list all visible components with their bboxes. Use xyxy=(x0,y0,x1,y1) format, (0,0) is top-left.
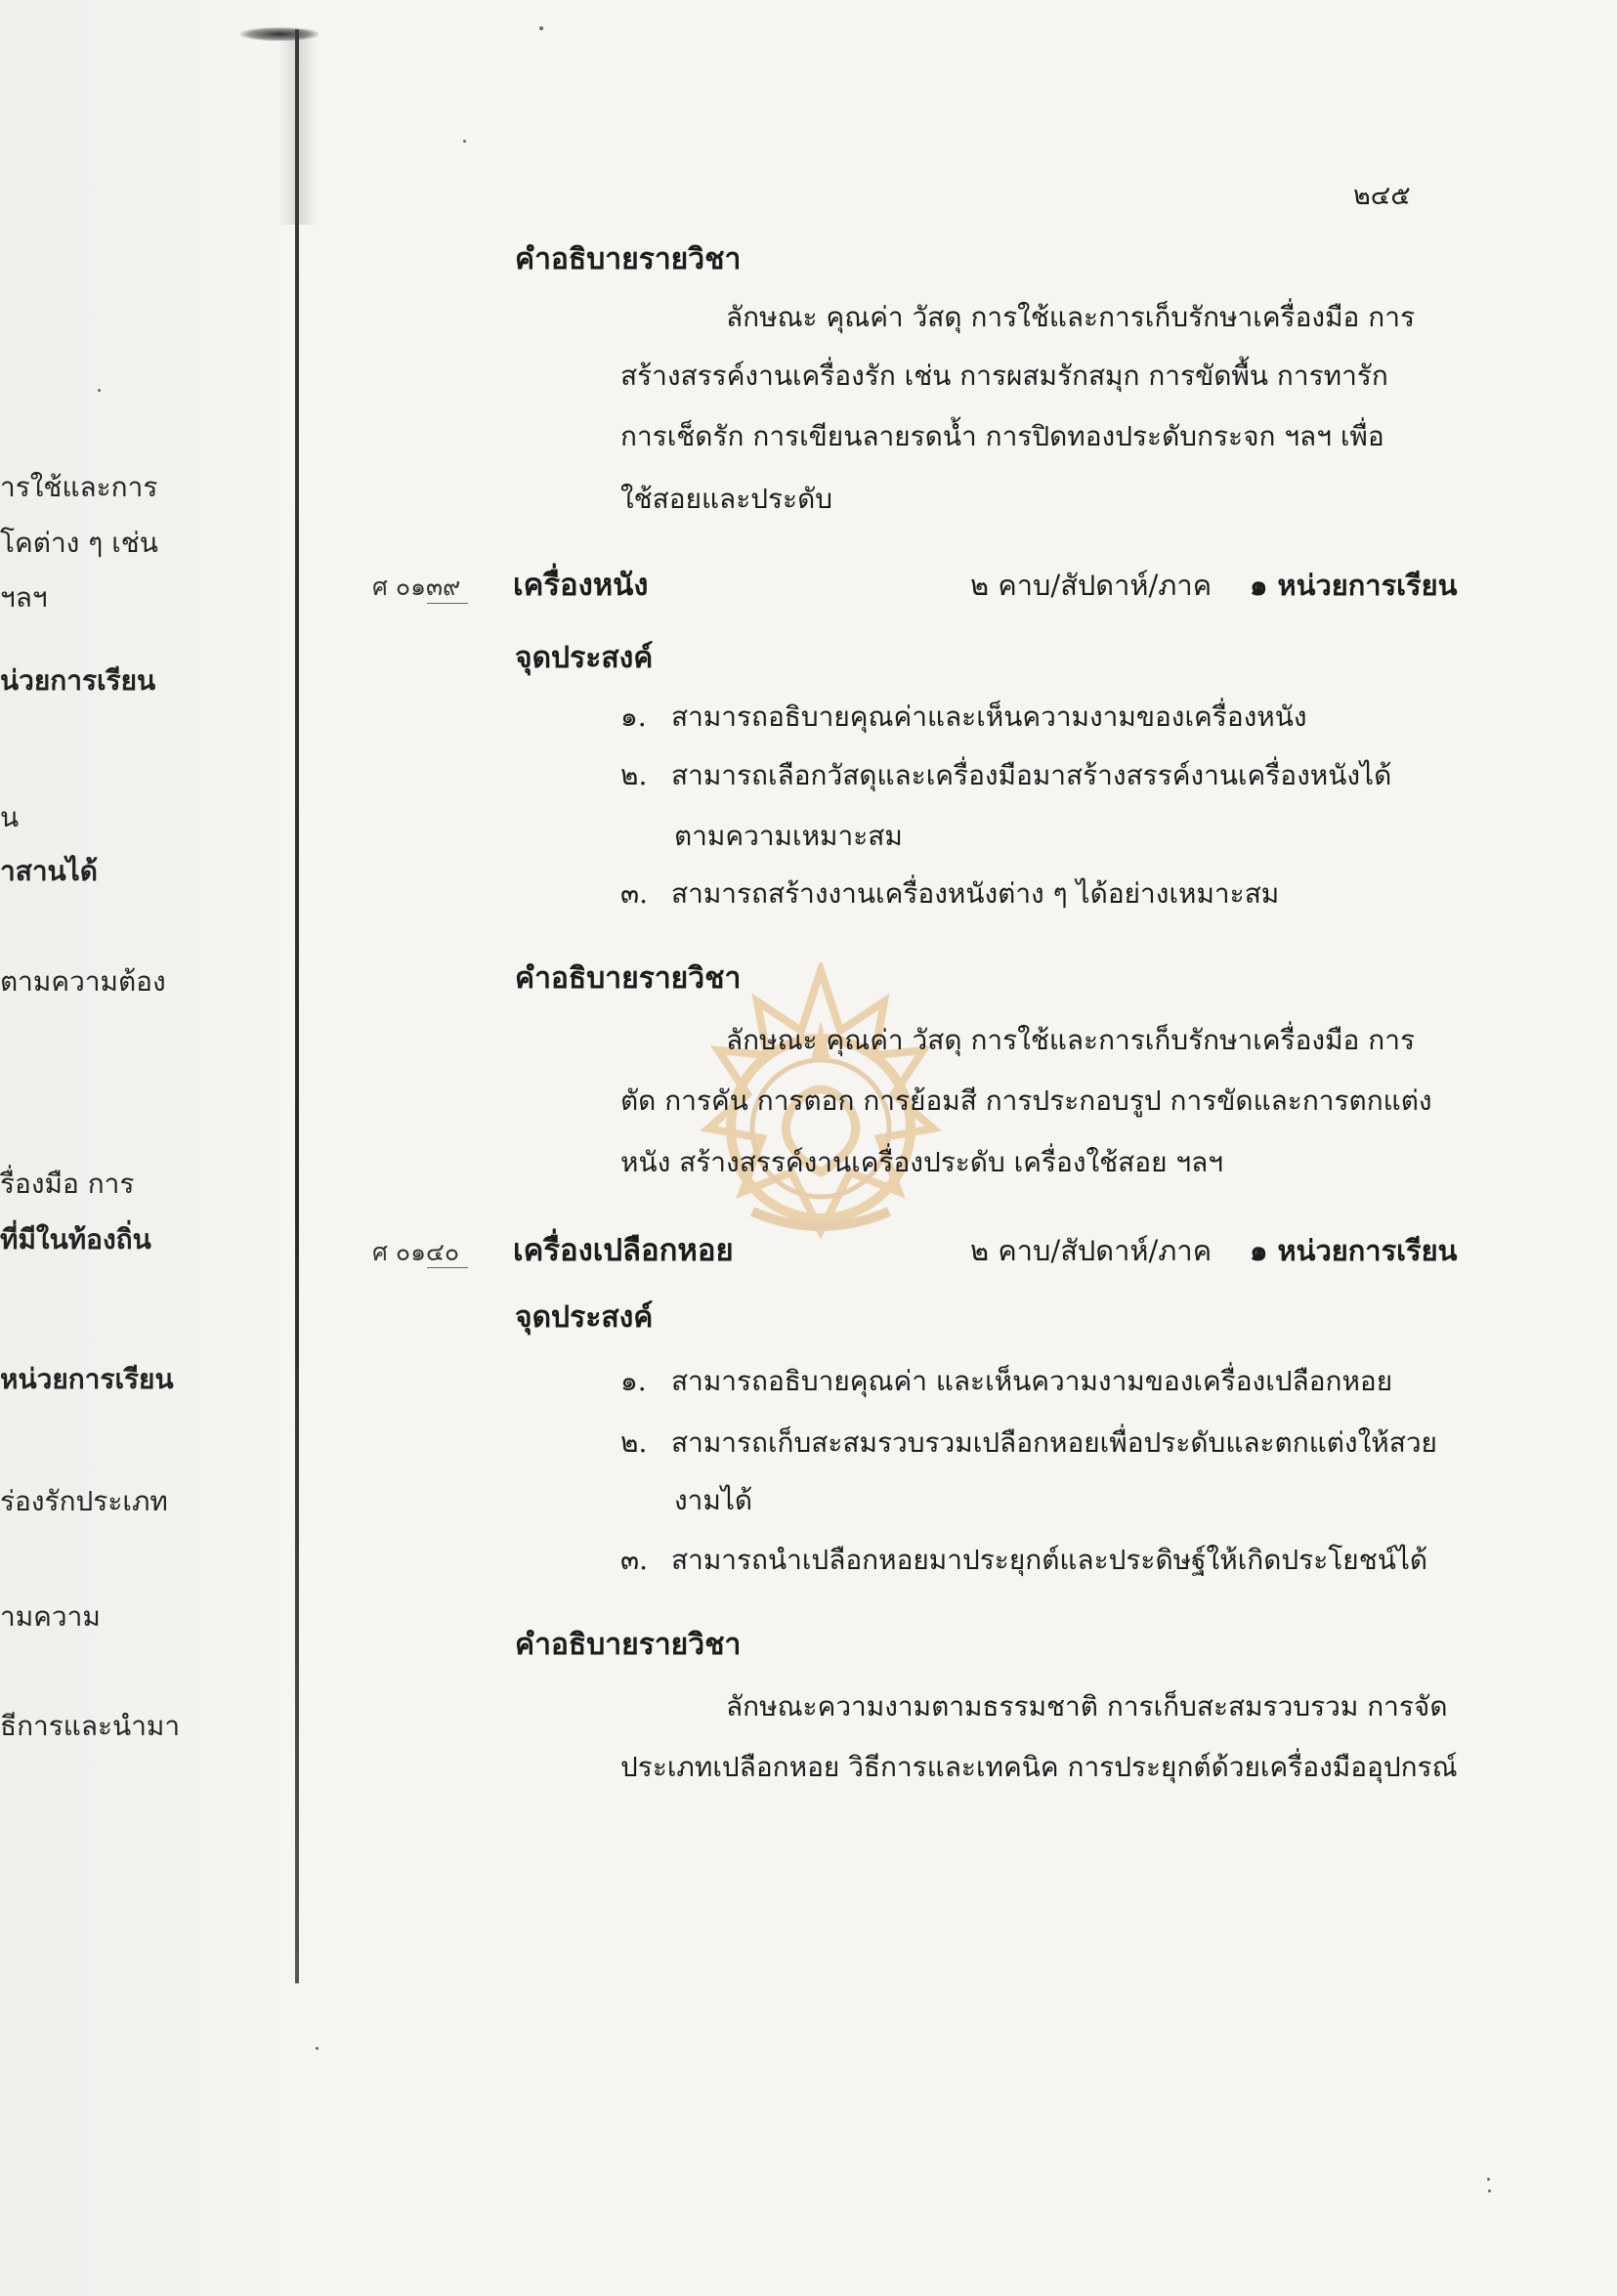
scan-speck xyxy=(98,389,101,392)
objective-text-continued: ตามความเหมาะสม xyxy=(674,820,903,852)
course-name: เครื่องหนัง xyxy=(513,568,649,603)
objective-text: สามารถเลือกวัสดุและเครื่องมือมาสร้างสรรค์งานเครื่องหนังได้ xyxy=(671,759,1392,791)
spill-line: ฯลฯ xyxy=(0,581,48,614)
description-line: ประเภทเปลือกหอย วิธีการและเทคนิค การประยุกต์ด้วยเครื่องมืออุปกรณ์ xyxy=(620,1751,1458,1783)
course-credits: ๑ หน่วยการเรียน xyxy=(1250,569,1458,602)
description-line: การเช็ดรัก การเขียนลายรดน้ำ การปิดทองประดับกระจก ฯลฯ เพื่อ xyxy=(620,420,1384,452)
section-heading: คำอธิบายรายวิชา xyxy=(515,242,742,276)
scan-speck xyxy=(1488,2190,1491,2192)
objective-number: ๒. xyxy=(620,1426,648,1459)
objective-text: สามารถอธิบายคุณค่าและเห็นความงามของเครื่องหนัง xyxy=(671,701,1307,733)
description-line: ลักษณะ คุณค่า วัสดุ การใช้และการเก็บรักษาเครื่องมือ การ xyxy=(726,301,1415,333)
objective-text-continued: งามได้ xyxy=(674,1484,753,1516)
objectives-heading: จุดประสงค์ xyxy=(515,641,654,675)
course-periods: ๒ คาบ/สัปดาห์/ภาค xyxy=(970,1234,1213,1267)
spill-line: รื่องมือ การ xyxy=(0,1168,135,1200)
description-heading: คำอธิบายรายวิชา xyxy=(515,1628,742,1662)
scan-speck xyxy=(1487,2178,1490,2181)
binding-margin xyxy=(0,0,293,2296)
page-number: ๒๔๕ xyxy=(1353,181,1411,211)
objective-text: สามารถนำเปลือกหอยมาประยุกต์และประดิษฐ์ให้เกิดประโยชน์ได้ xyxy=(671,1544,1428,1576)
spill-line: ที่มีในท้องถิ่น xyxy=(0,1223,151,1255)
scan-speck xyxy=(539,26,543,30)
course-code: ศ ๐๑๔๐ xyxy=(372,1238,460,1266)
page-fold-line xyxy=(295,29,299,1983)
spill-line: หน่วยการเรียน xyxy=(0,1363,174,1395)
objective-number: ๓. xyxy=(620,877,649,910)
spill-line: ธีการและนำมา xyxy=(0,1710,181,1742)
spill-line: น่วยการเรียน xyxy=(0,664,156,697)
course-periods: ๒ คาบ/สัปดาห์/ภาค xyxy=(970,569,1213,602)
code-underline xyxy=(427,603,468,604)
scan-speck xyxy=(463,140,466,143)
course-credits: ๑ หน่วยการเรียน xyxy=(1250,1234,1458,1267)
spill-line: น xyxy=(0,801,20,833)
objective-text: สามารถเก็บสะสมรวบรวมเปลือกหอยเพื่อประดับและตกแต่งให้สวย xyxy=(671,1426,1437,1459)
description-line: ตัด การคัน การตอก การย้อมสี การประกอบรูป การขัดและการตกแต่ง xyxy=(620,1084,1432,1117)
description-line: สร้างสรรค์งานเครื่องรัก เช่น การผสมรักสมุก การขัดพื้น การทารัก xyxy=(620,360,1388,392)
objective-text: สามารถสร้างงานเครื่องหนังต่าง ๆ ได้อย่างเหมาะสม xyxy=(671,877,1280,910)
objective-text: สามารถอธิบายคุณค่า และเห็นความงามของเครื่องเปลือกหอย xyxy=(671,1365,1393,1397)
code-underline xyxy=(427,1267,468,1268)
objective-number: ๒. xyxy=(620,759,648,791)
objectives-heading: จุดประสงค์ xyxy=(515,1300,654,1335)
scan-speck xyxy=(316,2047,319,2050)
objective-number: ๓. xyxy=(620,1544,649,1576)
objective-number: ๑. xyxy=(620,1365,647,1397)
objective-number: ๑. xyxy=(620,701,647,733)
spill-line: ตามความต้อง xyxy=(0,965,166,998)
description-line: ใช้สอยและประดับ xyxy=(620,483,833,515)
description-heading: คำอธิบายรายวิชา xyxy=(515,961,742,996)
spill-line: าสานได้ xyxy=(0,855,98,887)
course-name: เครื่องเปลือกหอย xyxy=(513,1233,734,1268)
description-line: หนัง สร้างสรรค์งานเครื่องประดับ เครื่องใช้สอย ฯลฯ xyxy=(620,1146,1223,1178)
spill-line: ารใช้และการ xyxy=(0,471,158,503)
spill-line: โคต่าง ๆ เช่น xyxy=(0,527,158,559)
description-line: ลักษณะ คุณค่า วัสดุ การใช้และการเก็บรักษาเครื่องมือ การ xyxy=(726,1024,1415,1056)
course-code: ศ ๐๑๓๙ xyxy=(372,573,461,601)
spill-line: ร่องรักประเภท xyxy=(0,1485,168,1517)
description-line: ลักษณะความงามตามธรรมชาติ การเก็บสะสมรวบรวม การจัด xyxy=(726,1690,1448,1722)
spill-line: ามความ xyxy=(0,1600,101,1633)
fold-top-mark xyxy=(240,27,319,41)
